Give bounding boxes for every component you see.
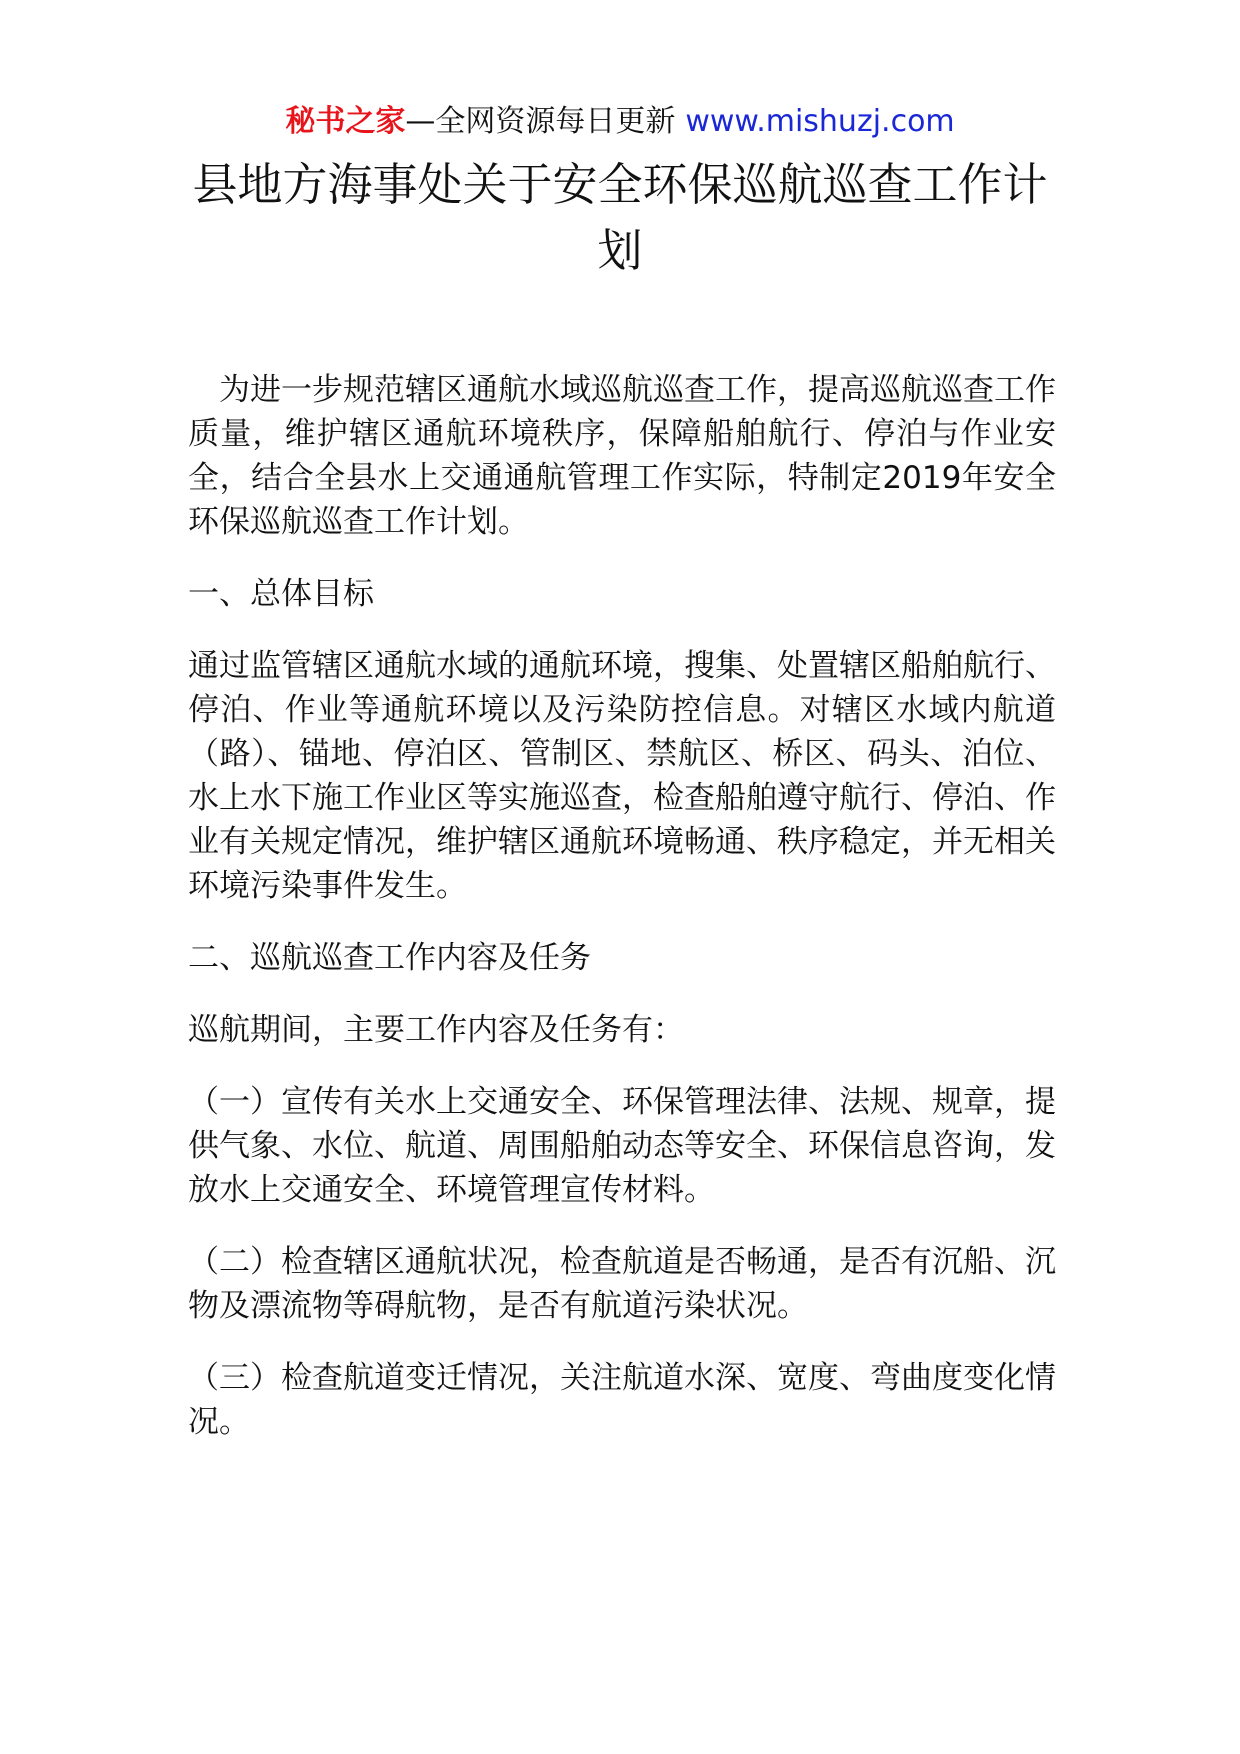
section-heading-1: 一、总体目标: [188, 576, 374, 612]
list-item-1: （一）宣传有关水上交通安全、环保管理法律、法规、规章，提供气象、水位、航道、周围船舶动态等安全、环保信息咨询，发放水上交通安全、环境管理宣传材料。: [188, 1084, 1056, 1208]
list-item-2: （二）检查辖区通航状况，检查航道是否畅通，是否有沉船、沉物及漂流物等碍航物，是否有航道污染状况。: [188, 1244, 1056, 1324]
site-brand: 秘书之家: [285, 104, 406, 139]
document-title: 县地方海事处关于安全环保巡航巡查工作计划: [192, 158, 1048, 277]
document-body: [188, 368, 1056, 1472]
site-tagline: —全网资源每日更新: [405, 104, 676, 139]
body-paragraph: 通过监管辖区通航水域的通航环境，搜集、处置辖区船舶航行、停泊、作业等通航环境以及污染防控信息。对辖区水域内航道（路）、锚地、停泊区、管制区、禁航区、桥区、码头、泊位、水上水下施工作业区等实施巡查，检查船舶遵守航行、停泊、作业有关规定情况，维护辖区通航环境畅通、秩序稳定，并无相关环境污染事件发生。: [188, 648, 1056, 904]
section-heading-2: 二、巡航巡查工作内容及任务: [188, 940, 591, 976]
site-header: [0, 100, 1240, 144]
list-item-3: （三）检查航道变迁情况，关注航道水深、宽度、弯曲度变化情况。: [188, 1360, 1056, 1440]
site-url-link[interactable]: www.mishuzj.com: [685, 104, 955, 139]
intro-paragraph: 为进一步规范辖区通航水域巡航巡查工作，提高巡航巡查工作质量，维护辖区通航环境秩序，保障船舶航行、停泊与作业安全，结合全县水上交通通航管理工作实际，特制定2019年安全环保巡航巡查工作计划。: [188, 372, 1056, 540]
body-paragraph: 巡航期间，主要工作内容及任务有：: [188, 1012, 684, 1048]
